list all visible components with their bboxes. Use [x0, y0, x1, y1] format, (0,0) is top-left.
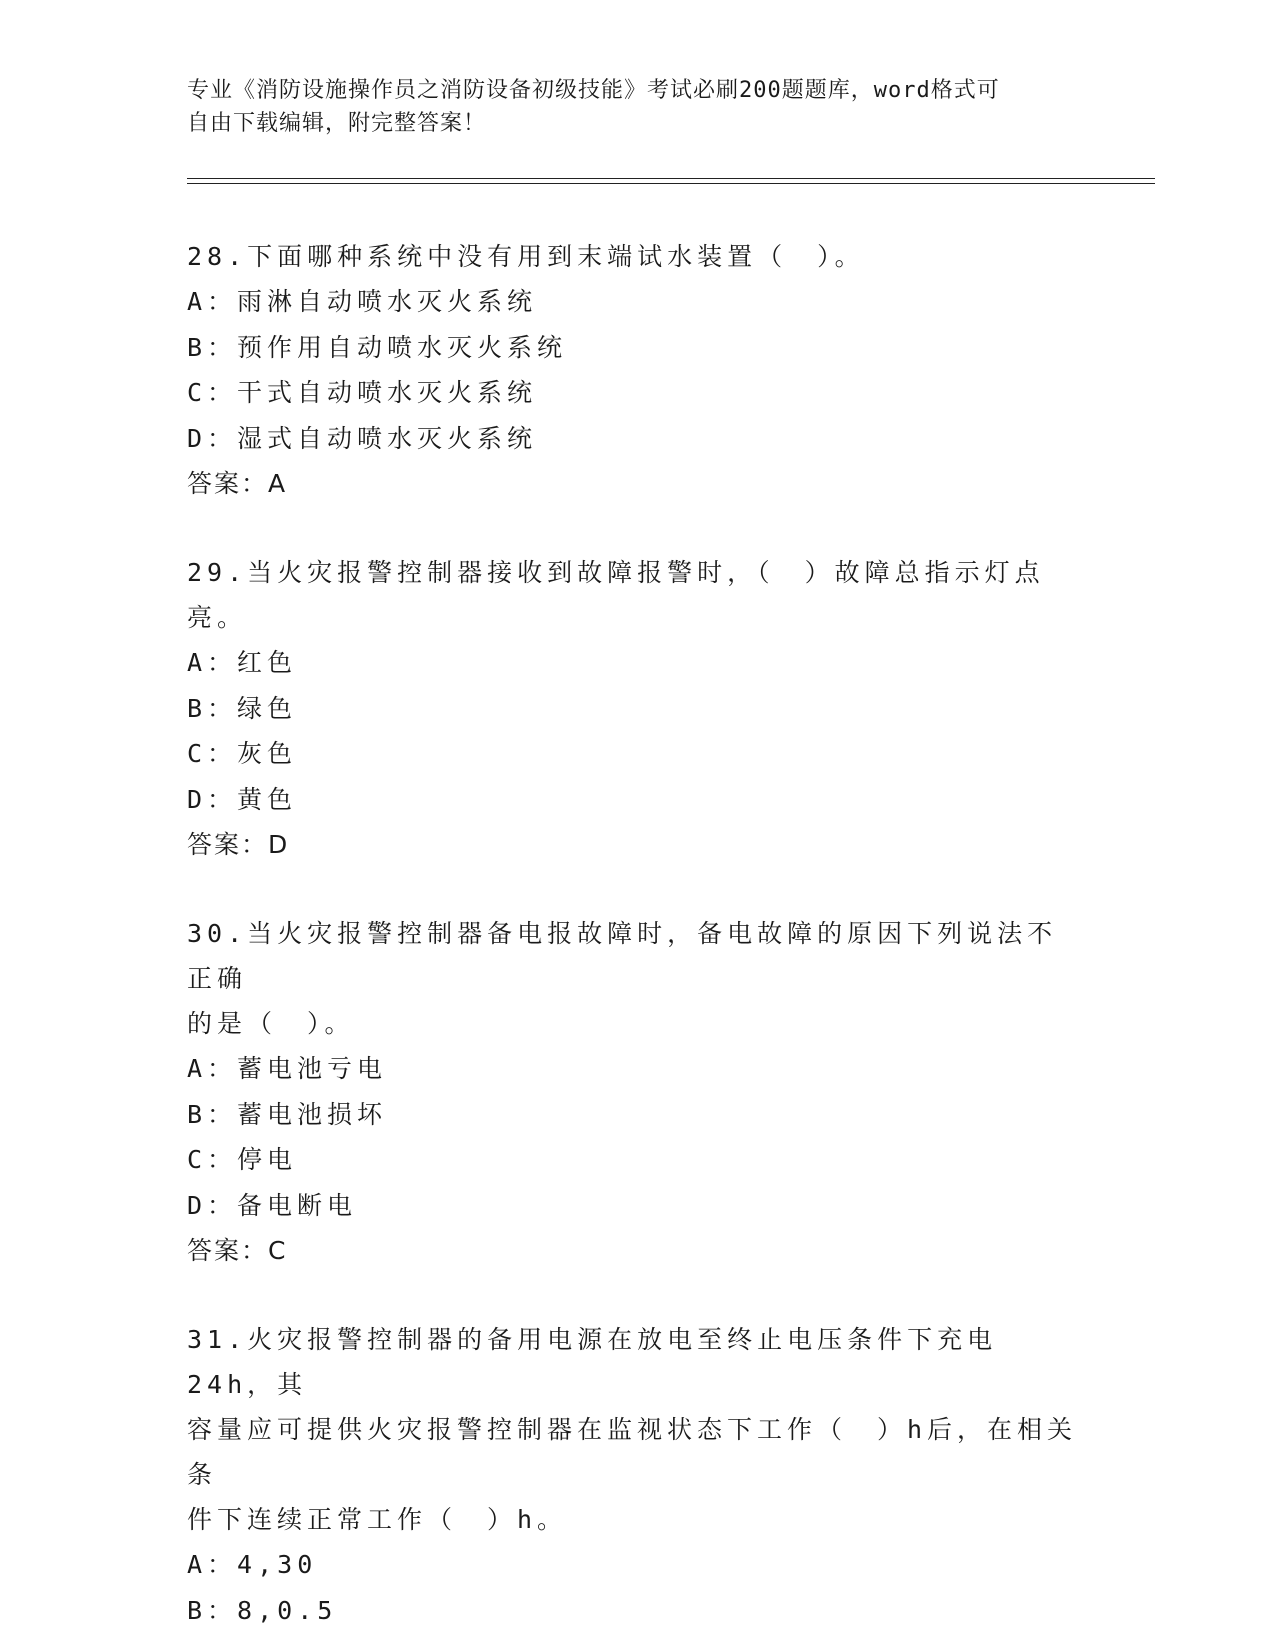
option-d: D：备电断电 — [187, 1190, 358, 1220]
question-31 — [187, 1317, 1087, 1633]
question-stem-continued: 的是（ ）。 — [187, 1009, 355, 1038]
question-stem: 29.当火灾报警控制器接收到故障报警时，（ ）故障总指示灯点亮。 — [187, 558, 1045, 632]
option-b: B：8,0.5 — [187, 1595, 338, 1625]
question-28 — [187, 234, 1087, 506]
option-a: A：雨淋自动喷水灭火系统 — [187, 287, 538, 316]
answer: 答案：D — [187, 830, 290, 859]
header-divider-top — [187, 178, 1155, 179]
header-divider-bottom — [187, 183, 1155, 184]
option-b: B：预作用自动喷水灭火系统 — [187, 332, 568, 362]
option-a: A：红色 — [187, 648, 298, 677]
question-29 — [187, 550, 1087, 867]
document-header — [187, 74, 1067, 140]
option-b: B：蓄电池损坏 — [187, 1099, 388, 1129]
option-b: B：绿色 — [187, 693, 298, 723]
header-line-1: 专业《消防设施操作员之消防设备初级技能》考试必刷200题题库，word格式可 — [187, 78, 1000, 103]
option-d: D：黄色 — [187, 784, 298, 814]
question-stem-continued: 容量应可提供火灾报警控制器在监视状态下工作（ ）h后，在相关条 — [187, 1415, 1078, 1489]
option-a: A：蓄电池亏电 — [187, 1054, 388, 1083]
header-line-2: 自由下载编辑，附完整答案！ — [187, 111, 487, 136]
answer: 答案：A — [187, 469, 288, 498]
answer: 答案：C — [187, 1236, 288, 1265]
question-stem: 30.当火灾报警控制器备电报故障时，备电故障的原因下列说法不正确 — [187, 919, 1058, 993]
option-c: C：灰色 — [187, 739, 298, 768]
question-stem-continued: 件下连续正常工作（ ）h。 — [187, 1505, 568, 1534]
question-stem: 31.火灾报警控制器的备用电源在放电至终止电压条件下充电24h，其 — [187, 1325, 998, 1399]
option-c: C：干式自动喷水灭火系统 — [187, 378, 538, 407]
question-stem: 28.下面哪种系统中没有用到末端试水装置（ ）。 — [187, 242, 865, 271]
option-d: D：湿式自动喷水灭火系统 — [187, 423, 538, 453]
option-c: C：停电 — [187, 1145, 298, 1174]
question-30 — [187, 911, 1087, 1273]
question-list — [187, 234, 1087, 1633]
option-a: A：4,30 — [187, 1550, 318, 1579]
